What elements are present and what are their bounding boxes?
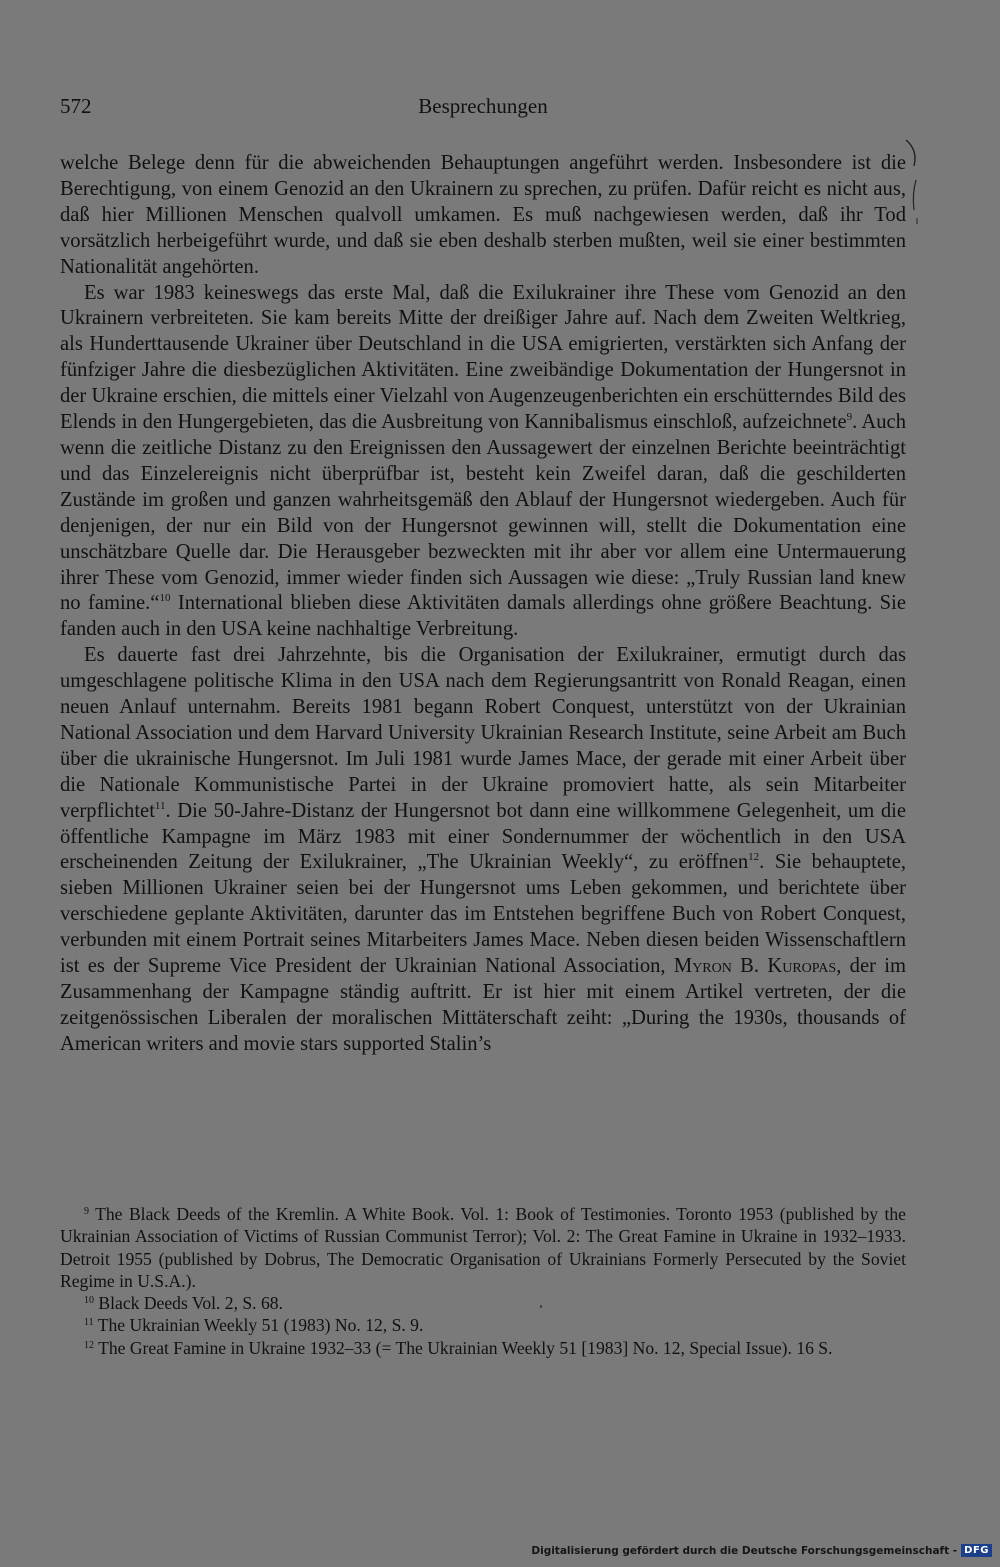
- person-name-kuropas: Myron B. Kuropas: [673, 955, 837, 978]
- paragraph-1: [60, 151, 906, 281]
- margin-bracket-mark: [904, 136, 934, 226]
- paragraph-3: [60, 643, 906, 1058]
- footnote-10: [60, 1292, 906, 1314]
- paragraph-3-text-b: . Die 50-Jahre-Distanz der Hungersnot bot dann eine willkommene Gelegenheit, um die öffentliche Kampagne im März 1983 mit einer Sondernummer der wöchentlich in den USA erscheinenden Zeitung der Exilukrainer, „The Ukrainian Weekly“, zu eröffnen: [60, 799, 906, 874]
- digitization-credit: [531, 1544, 992, 1557]
- paragraph-1-text: welche Belege denn für die abweichenden Behauptungen angeführt werden. Insbesondere ist die Berechtigung, von einem Genozid an den Ukrainern zu sprechen, zu prüfen. Dafür reicht es nicht aus, daß hier Millionen Menschen qualvoll umkamen. Es muß nachgewiesen werden, daß ihr Tod vorsätzlich herbeigeführt wurde, und daß sie eben deshalb sterben mußten, weil sie einer bestimmten Nationalität angehörten.: [60, 152, 906, 278]
- page-number: 572: [60, 94, 92, 118]
- paragraph-2-text-a: Es war 1983 keineswegs das erste Mal, daß die Exilukrainer ihre These vom Genozid an den Ukrainern verbreiteten. Sie kam bereits Mitte der dreißiger Jahre auf. Nach dem Zweiten Weltkrieg, als Hunderttausende Ukrainer über Deutschland in die USA emigrierten, verstärkten sich Anfang der fünfziger Jahre die diesbezüglichen Aktivitäten. Eine zweibändige Dokumentation der Hungersnot in der Ukraine erschien, die mittels einer Vielzahl von Augenzeugenberichten ein erschütterndes Bild des Elends in den Hungergebieten, das die Ausbreitung von Kannibalismus einschloß, aufzeichnete: [60, 281, 906, 434]
- footnote-number: 12: [84, 1339, 94, 1351]
- running-head: Besprechungen: [418, 94, 548, 118]
- footnote-number: 9: [84, 1206, 89, 1217]
- footnote-ref-12: 12: [748, 851, 760, 864]
- footnote-ref-9: 9: [846, 411, 853, 424]
- paragraph-3-text-c: . Sie behauptete, sieben Millionen Ukrainer seien bei der Hungersnot ums Leben gekommen, und berichtete über verschiedene geplante Aktivitäten, darunter das im Entstehen begriffene Buch von Robert Conquest, verbunden mit einem Portrait seines Mitarbeiters James Mace. Neben diesen beiden Wissenschaftlern ist es der Supreme Vice President der Ukrainian National Association,: [60, 851, 906, 978]
- footnote-9: [60, 1203, 906, 1292]
- body-text: [60, 151, 906, 1058]
- paragraph-2: [60, 281, 906, 644]
- paragraph-2-text-b: . Auch wenn die zeitliche Distanz zu den Ereignissen den Aussagewert der einzelnen Berichte beeinträchtigt und das Einzelereignis nicht überprüfbar ist, besteht kein Zweifel daran, daß die geschilderten Zustände im großen und ganzen wahrheitsgemäß den Ablauf der Hungersnot wiedergeben. Auch für denjenigen, der nur ein Bild von der Hungersnot gewinnen will, stellt die Dokumentation eine unschätzbare Quelle dar. Die Herausgeber bezweckten mit ihr aber vor allem eine Untermauerung ihrer These vom Genozid, immer wieder finden sich Aussagen wie diese: „Truly Russian land knew no famine.“: [60, 411, 906, 615]
- footnote-12: [60, 1337, 906, 1359]
- footnote-number: 11: [84, 1317, 94, 1329]
- footnote-ref-10: 10: [159, 592, 171, 605]
- credit-text: Digitalisierung gefördert durch die Deutsche Forschungsgemeinschaft -: [531, 1544, 958, 1557]
- footnote-11: [60, 1314, 906, 1336]
- paragraph-3-text-a: Es dauerte fast drei Jahrzehnte, bis die Organisation der Exilukrainer, ermutigt durch das umgeschlagene politische Klima in den USA nach dem Regierungsantritt von Ronald Reagan, einen neuen Anlauf unternahm. Bereits 1981 begann Robert Conquest, unterstützt von der Ukrainian National Association und dem Harvard University Ukrainian Research Institute, seine Arbeit am Buch über die ukrainische Hungersnot. Im Juli 1981 wurde James Mace, der gerade mit einer Arbeit über die Nationale Kommunistische Partei in der Ukraine promoviert hatte, als sein Mitarbeiter verpflichtet: [60, 644, 906, 822]
- paragraph-3-text-d: , der im Zusammenhang der Kampagne ständig auftritt. Er ist hier mit einem Artikel vertreten, der die zeitgenössischen Liberalen der moralischen Mittäterschaft zeiht: „During the 1930s, thousands of American writers and movie stars supported Stalin’s: [60, 955, 906, 1055]
- footnote-number: 10: [84, 1295, 94, 1307]
- paragraph-2-text-c: International blieben diese Aktivitäten damals allerdings ohne größere Beachtung. Sie fanden auch in den USA keine nachhaltige Verbreitung.: [60, 592, 906, 641]
- footnote-text: Black Deeds Vol. 2, S. 68.: [94, 1293, 283, 1314]
- footnotes: [60, 1203, 906, 1359]
- footnote-text: The Ukrainian Weekly 51 (1983) No. 12, S. 9.: [93, 1315, 424, 1336]
- footnote-text: The Black Deeds of the Kremlin. A White Book. Vol. 1: Book of Testimonies. Toronto 1953 (published by the Ukrainian Association of Victims of Russian Communist Terror); Vol. 2: The Great Famine in Ukraine in 1932–1933. Detroit 1955 (published by Dobrus, The Democratic Organisation of Ukrainians Formerly Persecuted by the Soviet Regime in U.S.A.).: [60, 1204, 906, 1291]
- dfg-logo-icon: DFG: [961, 1544, 992, 1557]
- footnote-ref-11: 11: [154, 799, 166, 812]
- page-header: [60, 94, 906, 124]
- footnote-text: The Great Famine in Ukraine 1932–33 (= The Ukrainian Weekly 51 [1983] No. 12, Special Issue). 16 S.: [94, 1337, 833, 1358]
- scan-speck: [540, 1305, 542, 1308]
